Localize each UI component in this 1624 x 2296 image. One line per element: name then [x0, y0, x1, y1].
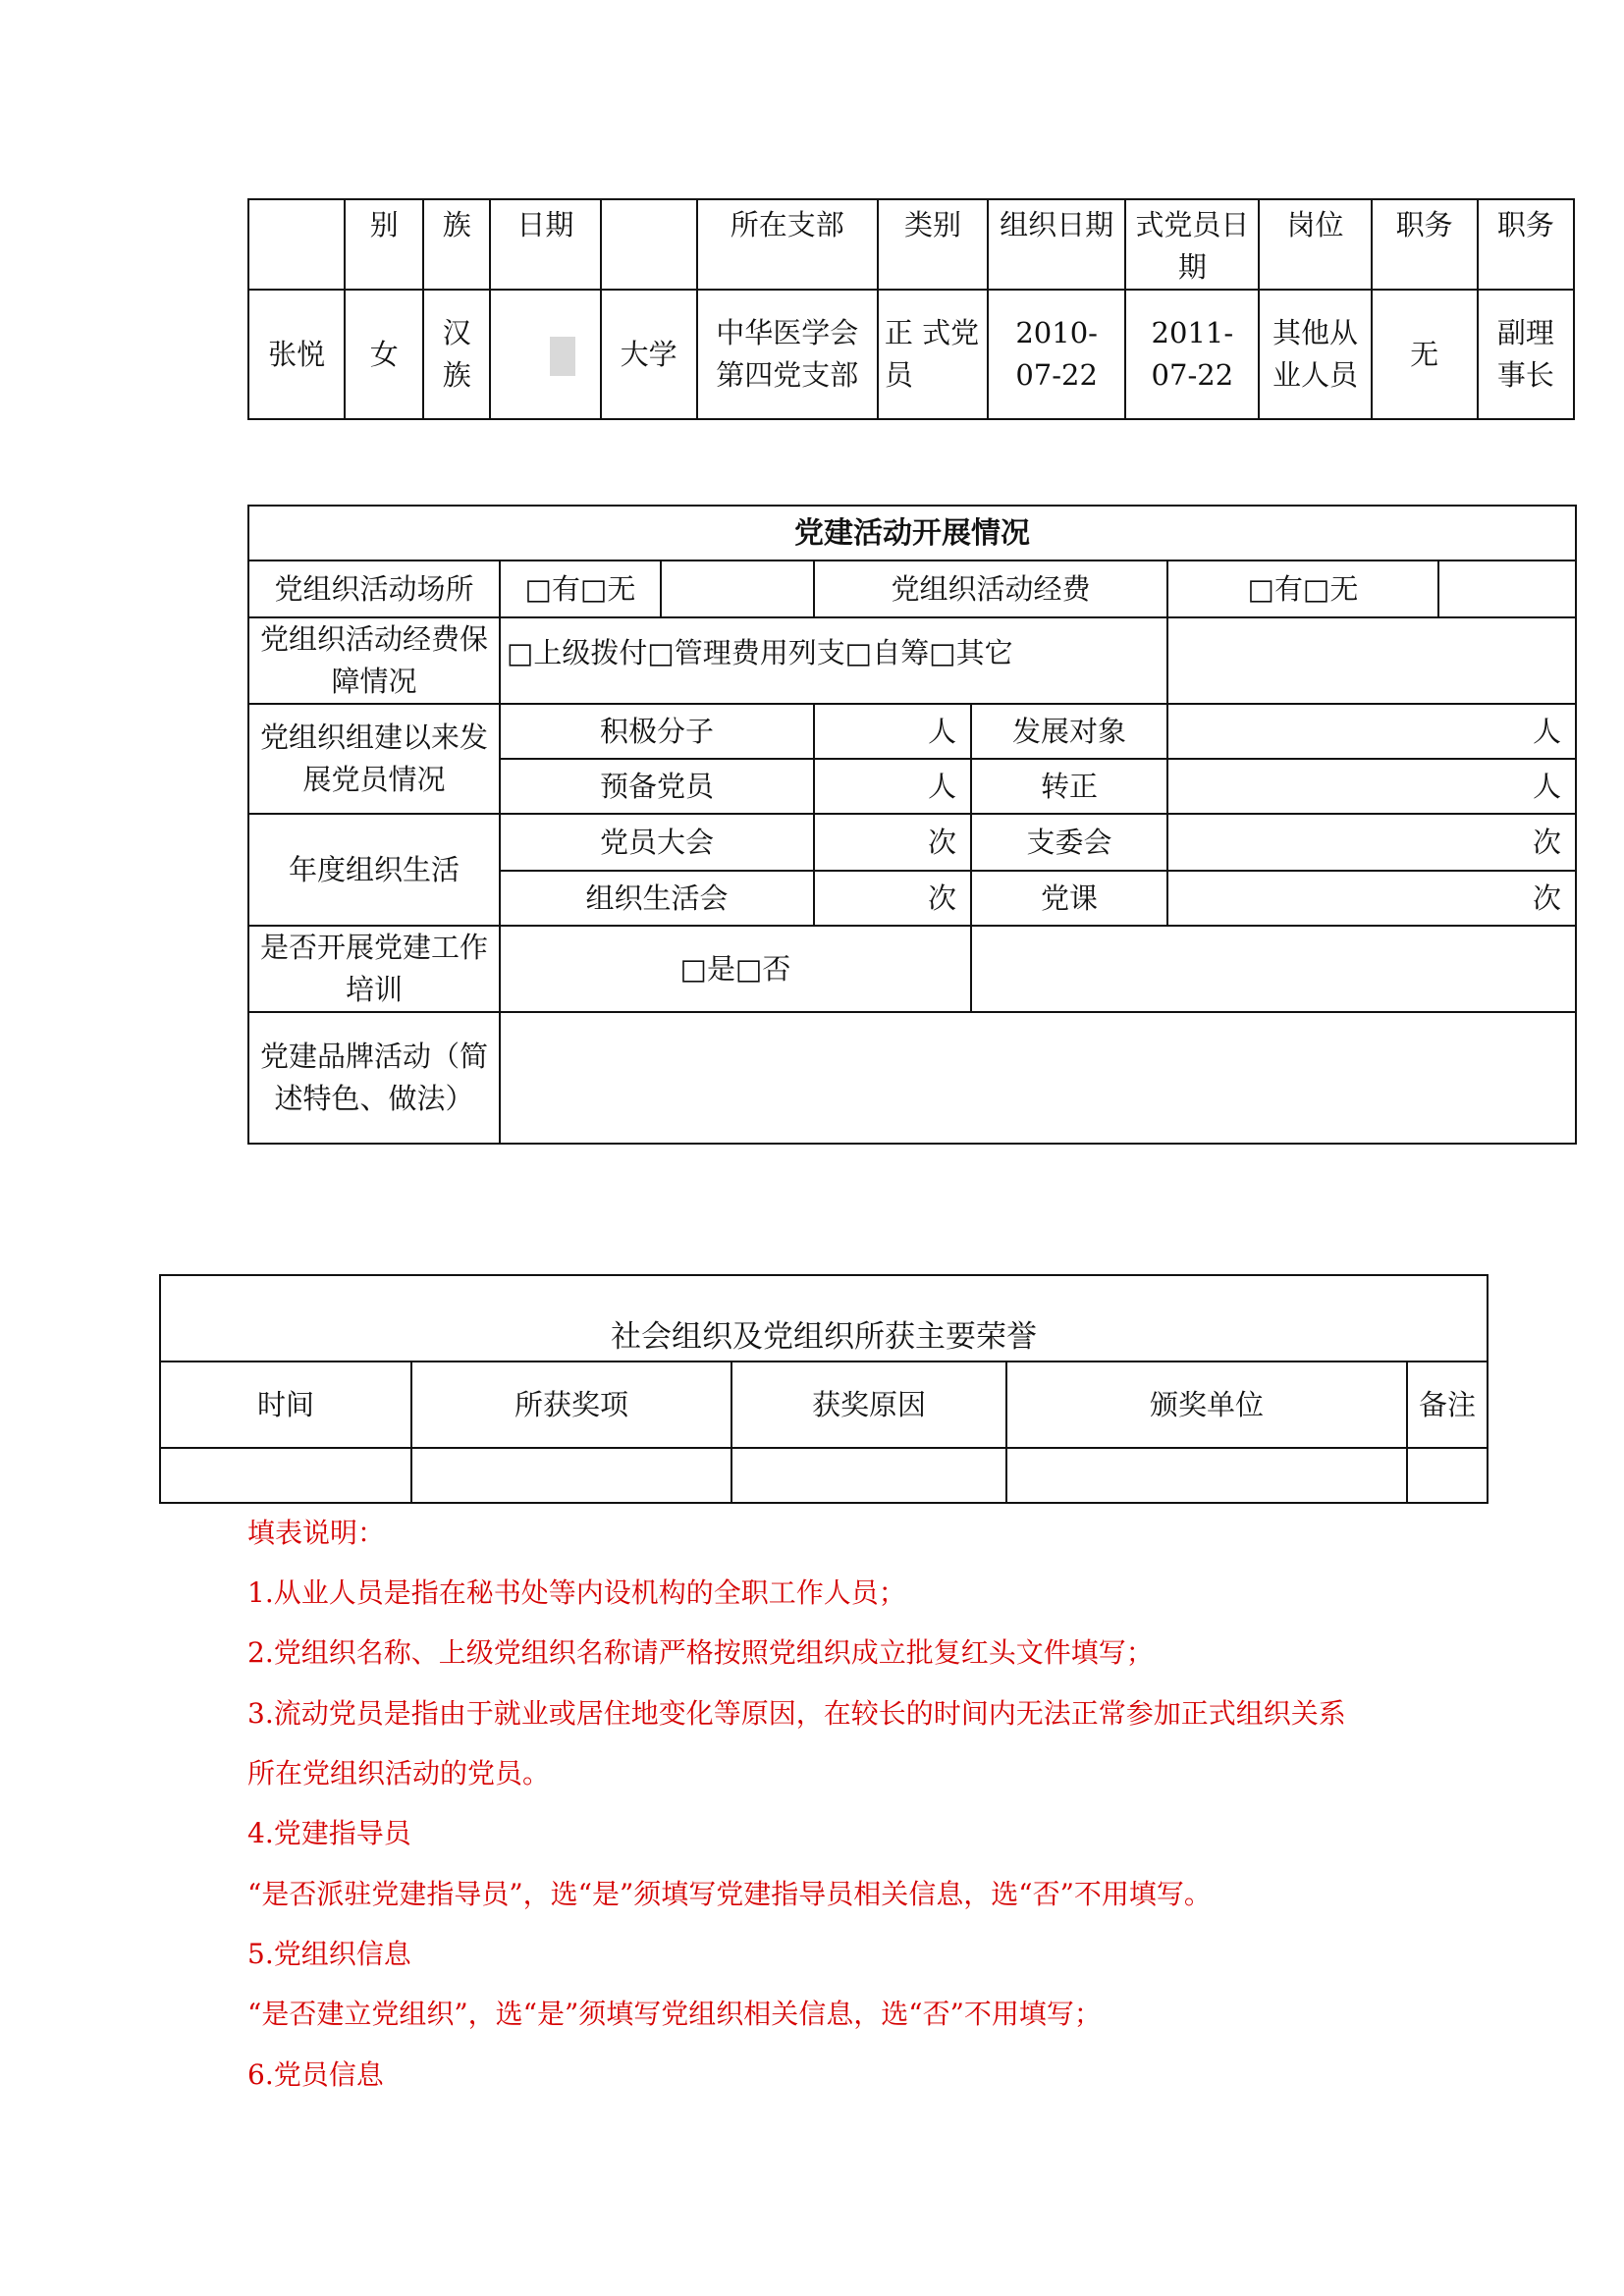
probationary-unit[interactable]: 人 — [814, 759, 971, 814]
member-education: 大学 — [601, 290, 697, 419]
honors-header-reason: 获奖原因 — [731, 1362, 1006, 1448]
member-duty: 无 — [1372, 290, 1478, 419]
blank-cell — [971, 926, 1576, 1012]
blank-cell — [1167, 617, 1576, 704]
header-ethnicity: 族 — [423, 199, 490, 290]
header-duty: 职务 — [1478, 199, 1574, 290]
blank-cell — [1438, 561, 1576, 617]
instruction-line: 6.党员信息 — [247, 2058, 384, 2091]
honors-cell[interactable] — [1006, 1448, 1407, 1503]
instruction-line: 4.党建指导员 — [247, 1817, 411, 1849]
instruction-line: 5.党组织信息 — [247, 1938, 411, 1970]
instructions-heading: 填表说明： — [247, 1517, 386, 1549]
funds-label: 党组织活动经费 — [814, 561, 1167, 617]
venue-label: 党组织活动场所 — [248, 561, 500, 617]
development-label: 党组织组建以来发展党员情况 — [248, 704, 500, 814]
activists-unit[interactable]: 人 — [814, 704, 971, 759]
funds-guarantee-label: 党组织活动经费保障情况 — [248, 617, 500, 704]
honors-cell[interactable] — [160, 1448, 411, 1503]
training-label: 是否开展党建工作培训 — [248, 926, 500, 1012]
instruction-line: “是否建立党组织”，选“是”须填写党组织相关信息，选“否”不用填写； — [247, 1998, 1102, 2030]
instruction-line: 3.流动党员是指由于就业或居住地变化等原因，在较长的时间内无法正常参加正式组织关系 — [247, 1697, 1346, 1730]
instruction-line: 2.党组织名称、上级党组织名称请严格按照党组织成立批复红头文件填写； — [247, 1636, 1154, 1669]
party-class-unit[interactable]: 次 — [1167, 871, 1576, 926]
brand-field[interactable] — [500, 1012, 1576, 1144]
annual-life-label: 年度组织生活 — [248, 814, 500, 926]
member-duty: 副理事长 — [1478, 290, 1574, 419]
activity-table — [247, 505, 1577, 1145]
honors-header-award: 所获奖项 — [411, 1362, 731, 1448]
venue-checkbox[interactable]: □有□无 — [500, 561, 661, 617]
committee-label: 支委会 — [971, 814, 1167, 871]
blank-cell — [661, 561, 814, 617]
funds-guarantee-checkbox[interactable]: □上级拨付□管理费用列支□自筹□其它 — [500, 617, 1167, 704]
member-position: 其他从业人员 — [1259, 290, 1371, 419]
header-category: 类别 — [878, 199, 988, 290]
header-branch: 所在支部 — [697, 199, 878, 290]
general-meeting-label: 党员大会 — [500, 814, 814, 871]
members-table — [247, 198, 1575, 420]
instruction-line: 1.从业人员是指在秘书处等内设机构的全职工作人员； — [247, 1576, 906, 1609]
redaction-block — [550, 337, 575, 376]
activists-label: 积极分子 — [500, 704, 814, 759]
brand-label: 党建品牌活动（简述特色、做法） — [248, 1012, 500, 1144]
member-category: 正 式党员 — [878, 290, 988, 419]
honors-table — [159, 1274, 1489, 1504]
header-join-date: 组织日期 — [988, 199, 1125, 290]
general-meeting-unit[interactable]: 次 — [814, 814, 971, 871]
member-ethnicity: 汉族 — [423, 290, 490, 419]
member-formal-date: 2011-07-22 — [1125, 290, 1259, 419]
funds-checkbox[interactable]: □有□无 — [1167, 561, 1438, 617]
honors-cell[interactable] — [411, 1448, 731, 1503]
activity-title: 党建活动开展情况 — [248, 506, 1576, 561]
member-branch: 中华医学会第四党支部 — [697, 290, 878, 419]
honors-header-issuer: 颁奖单位 — [1006, 1362, 1407, 1448]
instruction-line: 所在党组织活动的党员。 — [247, 1757, 551, 1789]
targets-label: 发展对象 — [971, 704, 1167, 759]
honors-header-time: 时间 — [160, 1362, 411, 1448]
header-gender: 别 — [345, 199, 423, 290]
honors-cell[interactable] — [731, 1448, 1006, 1503]
life-meeting-unit[interactable]: 次 — [814, 871, 971, 926]
header-cell — [601, 199, 697, 290]
targets-unit[interactable]: 人 — [1167, 704, 1576, 759]
table-row — [160, 1448, 1488, 1503]
member-join-date: 2010-07-22 — [988, 290, 1125, 419]
header-duty: 职务 — [1372, 199, 1478, 290]
header-formal-date: 式党员日期 — [1125, 199, 1259, 290]
committee-unit[interactable]: 次 — [1167, 814, 1576, 871]
probationary-label: 预备党员 — [500, 759, 814, 814]
member-birth-date — [490, 290, 600, 419]
honors-title: 社会组织及党组织所获主要荣誉 — [160, 1275, 1488, 1362]
member-name: 张悦 — [248, 290, 345, 419]
member-gender: 女 — [345, 290, 423, 419]
training-checkbox[interactable]: □是□否 — [500, 926, 971, 1012]
regularized-unit[interactable]: 人 — [1167, 759, 1576, 814]
honors-cell[interactable] — [1407, 1448, 1488, 1503]
regularized-label: 转正 — [971, 759, 1167, 814]
header-cell — [248, 199, 345, 290]
party-class-label: 党课 — [971, 871, 1167, 926]
honors-header-remark: 备注 — [1407, 1362, 1488, 1448]
header-date: 日期 — [490, 199, 600, 290]
header-position: 岗位 — [1259, 199, 1371, 290]
table-row — [248, 290, 1574, 419]
instruction-line: “是否派驻党建指导员”，选“是”须填写党建指导员相关信息，选“否”不用填写。 — [247, 1878, 1212, 1910]
life-meeting-label: 组织生活会 — [500, 871, 814, 926]
